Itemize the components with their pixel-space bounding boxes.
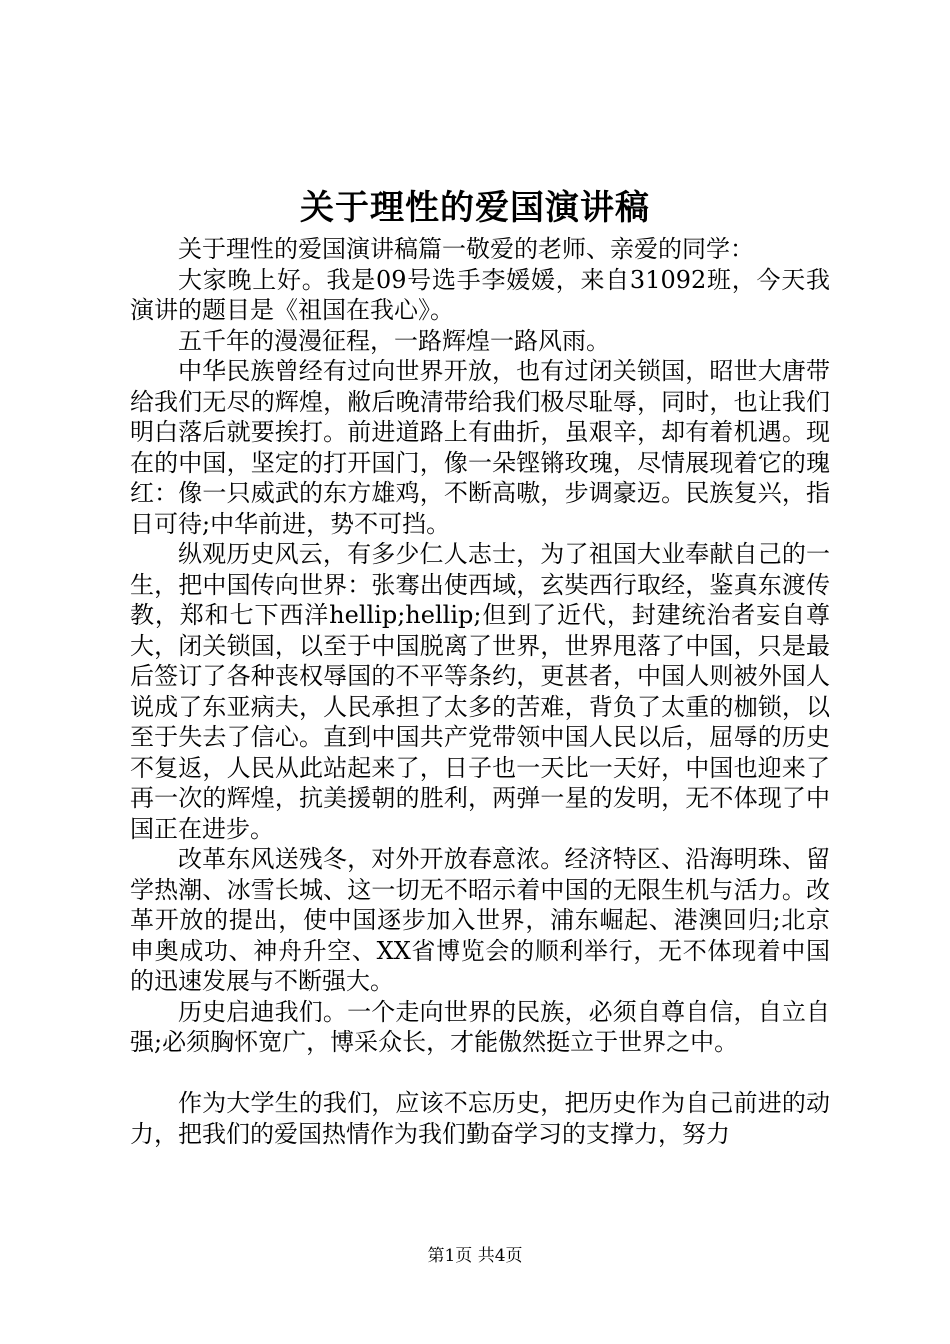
paragraph-spacer	[130, 1058, 830, 1089]
paragraph-college-students: 作为大学生的我们，应该不忘历史，把历史作为自己前进的动力，把我们的爱国热情作为我们勤奋学习的支撑力，努力	[130, 1089, 830, 1148]
document-body	[130, 234, 830, 1149]
paragraph-history-lesson: 历史启迪我们。一个走向世界的民族，必须自尊自信，自立自强;必须胸怀宽广，博采众长，才能傲然挺立于世界之中。	[130, 997, 830, 1056]
paragraph-self-introduction: 大家晚上好。我是09号选手李媛媛，来自31092班，今天我演讲的题目是《祖国在我心》。	[130, 265, 830, 324]
paragraph-chinese-nation: 中华民族曾经有过向世界开放，也有过闭关锁国，昭世大唐带给我们无尽的辉煌，敝后晚清带给我们极尽耻辱，同时，也让我们明白落后就要挨打。前进道路上有曲折，虽艰辛，却有着机遇。现在的中国，坚定的打开国门，像一朵铿锵玫瑰，尽情展现着它的瑰红：像一只威武的东方雄鸡，不断高嗷，步调豪迈。民族复兴，指日可待;中华前进，势不可挡。	[130, 357, 830, 538]
paragraph-history-overview: 纵观历史风云，有多少仁人志士，为了祖国大业奉献自己的一生，把中国传向世界：张骞出使西域，玄奘西行取经，鉴真东渡传教，郑和七下西洋hellip;hellip;但到了近代，封建统治者妄自尊大，闭关锁国，以至于中国脱离了世界，世界甩落了中国，只是最后签订了各种丧权辱国的不平等条约，更甚者，中国人则被外国人说成了东亚病夫，人民承担了太多的苦难，背负了太重的枷锁，以至于失去了信心。直到中国共产党带领中国人民以后，屈辱的历史不复返，人民从此站起来了，日子也一天比一天好，中国也迎来了再一次的辉煌，抗美援朝的胜利，两弹一星的发明，无不体现了中国正在进步。	[130, 540, 830, 843]
paragraph-five-thousand-years: 五千年的漫漫征程，一路辉煌一路风雨。	[178, 326, 610, 355]
paragraph-reform-opening: 改革东风送残冬，对外开放春意浓。经济特区、沿海明珠、留学热潮、冰雪长城、这一切无不昭示着中国的无限生机与活力。改革开放的提出，使中国逐步加入世界，浦东崛起、港澳回归;北京申奥成功、神舟升空、XX省博览会的顺利举行，无不体现着中国的迅速发展与不断强大。	[130, 845, 830, 995]
page-footer: 第1页 共4页	[427, 1246, 523, 1266]
paragraph-greeting: 关于理性的爱国演讲稿篇一敬爱的老师、亲爱的同学：	[178, 235, 754, 263]
document-title: 关于理性的爱国演讲稿	[300, 188, 650, 228]
